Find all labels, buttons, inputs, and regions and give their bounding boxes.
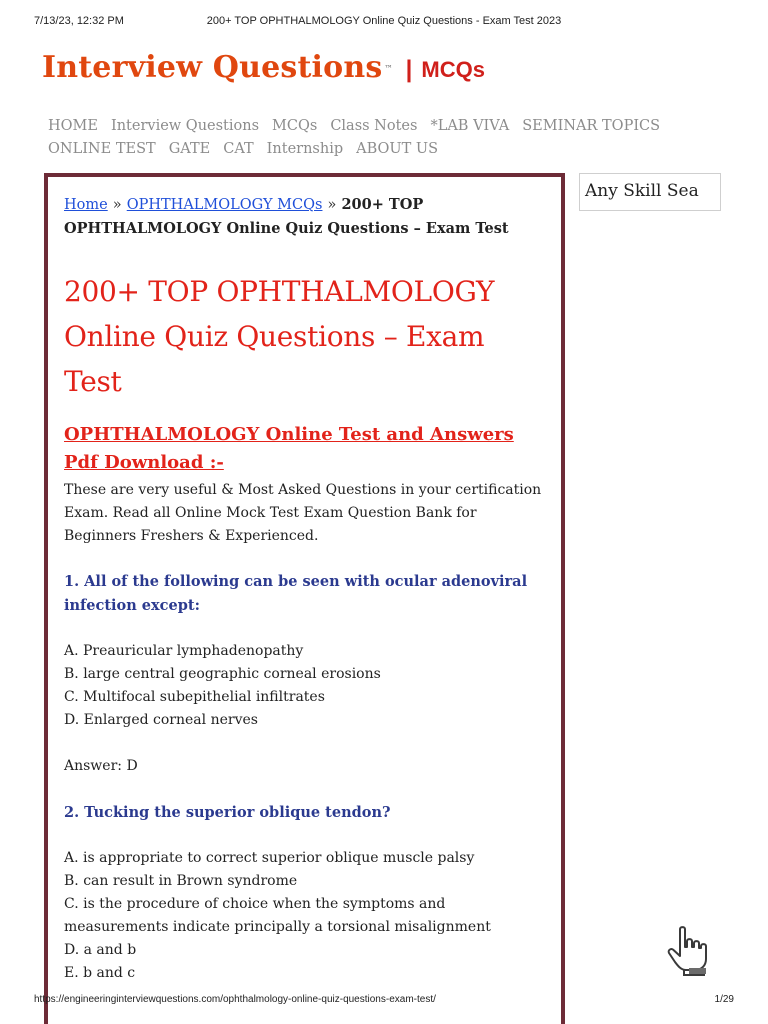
print-date: 7/13/23, 12:32 PM (34, 15, 124, 27)
article-subheading: OPHTHALMOLOGY Online Test and Answers Pdf Download :- (64, 424, 514, 473)
option: B. can result in Brown syndrome (64, 873, 298, 889)
breadcrumb-separator: » (112, 197, 122, 213)
print-url: https://engineeringinterviewquestions.com/ophthalmology-online-quiz-questions-exam-test/ (34, 994, 436, 1005)
breadcrumb-home-link[interactable]: Home (64, 197, 108, 213)
logo-separator: | (405, 56, 413, 83)
question-1-answer: Answer: D (64, 758, 138, 774)
page-title: 200+ TOP OPHTHALMOLOGY Online Quiz Questions – Exam Test (64, 275, 495, 398)
nav-row-2 (48, 138, 728, 161)
question-2: 2. Tucking the superior oblique tendon? (64, 804, 391, 821)
print-header (34, 15, 734, 31)
nav-online-test[interactable]: ONLINE TEST (48, 141, 156, 157)
option: C. is the procedure of choice when the symptoms and measurements indicate principally a torsional misalignment (64, 896, 491, 935)
question-1-options (64, 640, 548, 732)
nav-cat[interactable]: CAT (223, 141, 254, 157)
option: A. Preauricular lymphadenopathy (64, 643, 304, 659)
nav-about-us[interactable]: ABOUT US (356, 141, 439, 157)
print-footer (34, 994, 734, 1010)
breadcrumb (64, 193, 548, 241)
article-content (64, 193, 548, 985)
article-intro: These are very useful & Most Asked Questions in your certification Exam. Read all Online Mock Test Exam Question Bank for Beginners Freshers & Experienced. (64, 482, 542, 544)
print-doc-title: 200+ TOP OPHTHALMOLOGY Online Quiz Questions - Exam Test 2023 (206, 15, 562, 27)
question-1: 1. All of the following can be seen with ocular adenoviral infection except: (64, 573, 528, 614)
option: C. Multifocal subepithelial infiltrates (64, 689, 325, 705)
nav-gate[interactable]: GATE (168, 141, 211, 157)
main-nav (48, 115, 728, 161)
article-card (44, 173, 565, 1024)
nav-mcqs[interactable]: MCQs (272, 118, 318, 134)
option: A. is appropriate to correct superior oblique muscle palsy (64, 850, 475, 866)
nav-class-notes[interactable]: Class Notes (330, 118, 418, 134)
option: D. Enlarged corneal nerves (64, 712, 258, 728)
hand-pointer-icon[interactable] (664, 925, 714, 977)
nav-home[interactable]: HOME (48, 118, 98, 134)
nav-lab-viva[interactable]: *LAB VIVA (430, 118, 510, 134)
nav-internship[interactable]: Internship (266, 141, 344, 157)
site-logo[interactable] (42, 50, 485, 90)
breadcrumb-category-link[interactable]: OPHTHALMOLOGY MCQs (126, 197, 323, 213)
sidebar-search-box[interactable]: Any Skill Sea (579, 173, 721, 211)
question-2-options (64, 847, 548, 985)
nav-interview-questions[interactable]: Interview Questions (110, 118, 260, 134)
logo-trademark: ™ (384, 63, 393, 73)
option: B. large central geographic corneal erosions (64, 666, 381, 682)
option: D. a and b (64, 942, 137, 958)
nav-row-1 (48, 115, 728, 138)
print-page-number: 1/29 (714, 994, 734, 1005)
logo-mcqs-text: MCQs (421, 57, 485, 82)
nav-seminar-topics[interactable]: SEMINAR TOPICS (522, 118, 661, 134)
breadcrumb-separator: » (327, 197, 337, 213)
logo-brand-text: Interview Questions (42, 50, 383, 85)
breadcrumb-current: 200+ TOP OPHTHALMOLOGY Online Quiz Questions – Exam Test (64, 196, 509, 237)
option: E. b and c (64, 965, 136, 981)
